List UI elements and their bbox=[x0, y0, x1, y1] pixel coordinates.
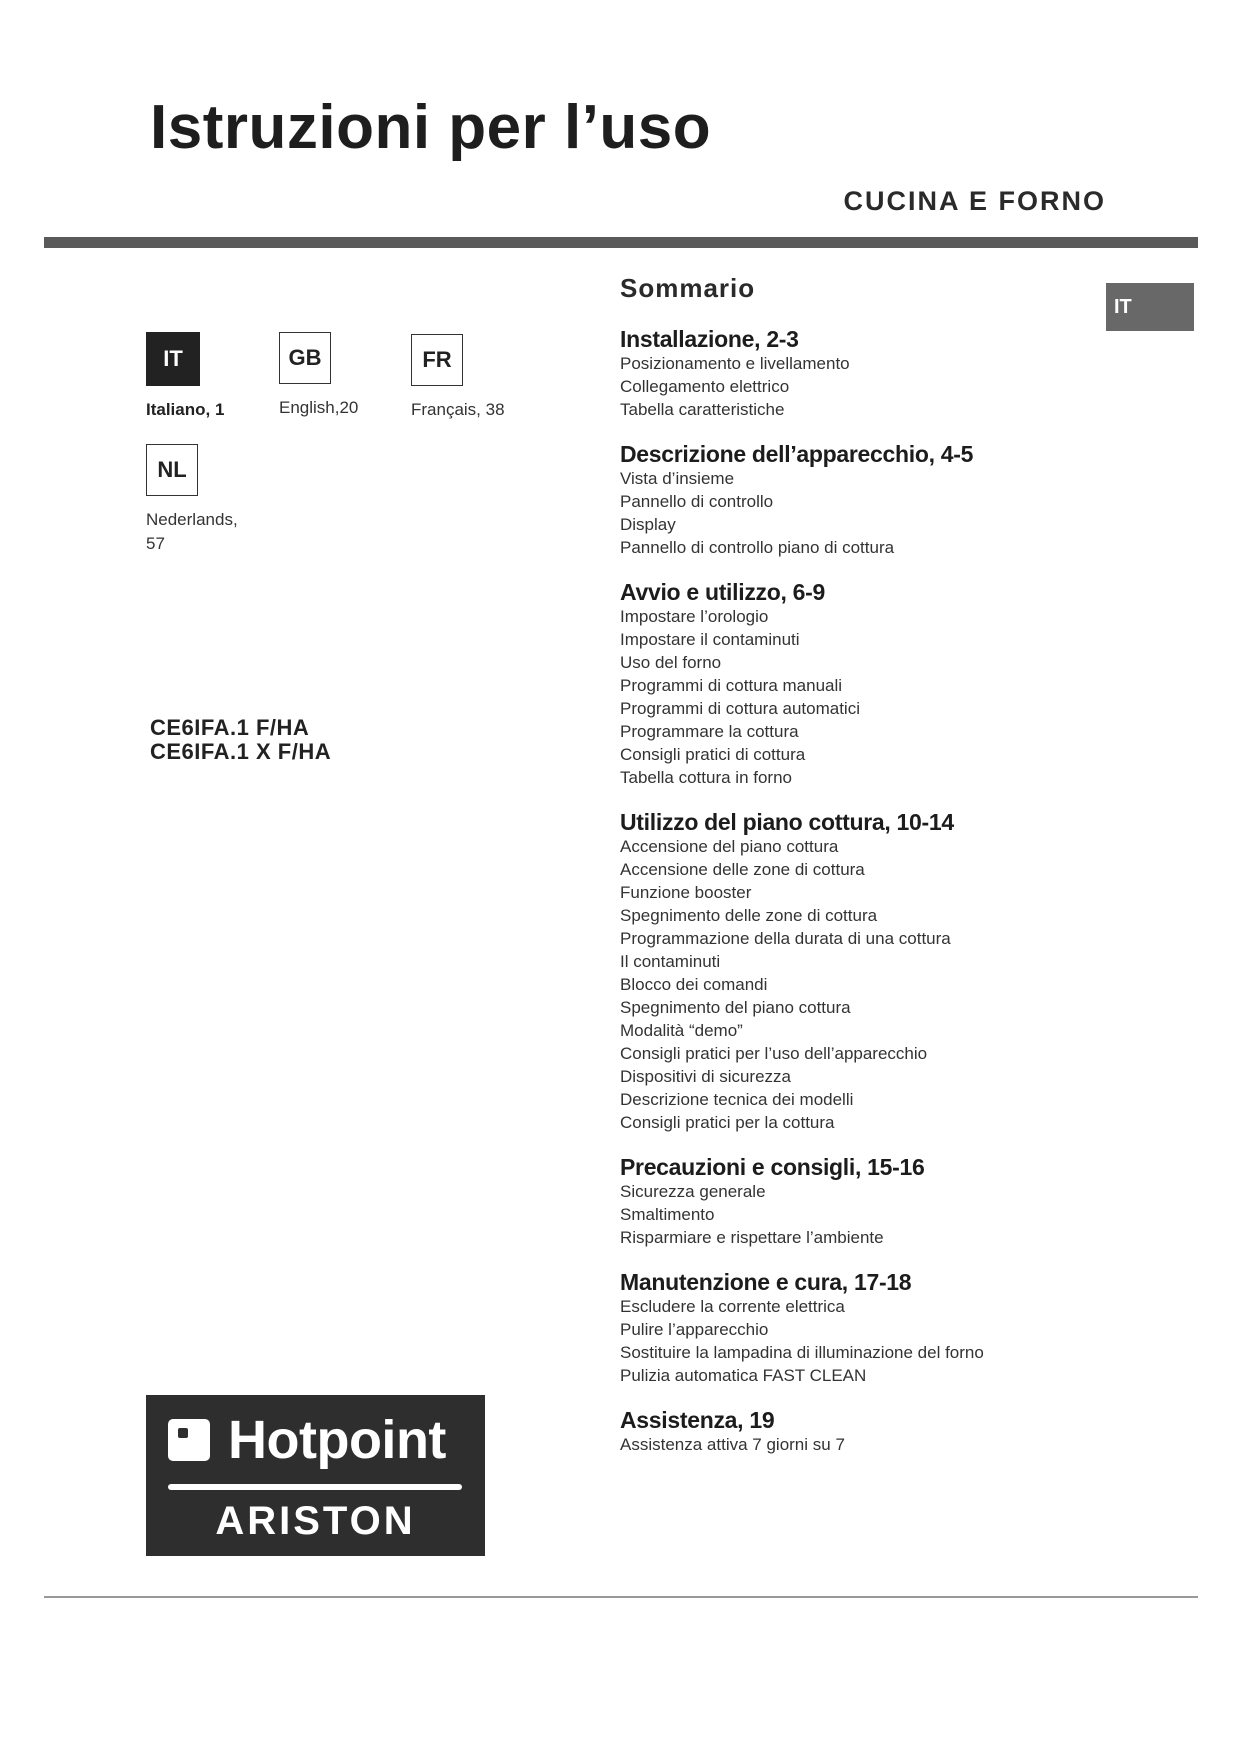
toc-section-title: Installazione, 2-3 bbox=[620, 326, 799, 352]
toc-item: Programmi di cottura automatici bbox=[620, 699, 860, 718]
toc-item: Pulizia automatica FAST CLEAN bbox=[620, 1366, 867, 1385]
toc-item: Sicurezza generale bbox=[620, 1182, 766, 1201]
toc-item: Spegnimento del piano cottura bbox=[620, 998, 851, 1017]
toc-section-title: Utilizzo del piano cottura, 10-14 bbox=[620, 809, 954, 835]
toc-item: Spegnimento delle zone di cottura bbox=[620, 906, 878, 925]
table-of-contents bbox=[620, 273, 1090, 1476]
hotpoint-ariston-logo bbox=[146, 1395, 485, 1556]
toc-section-title: Precauzioni e consigli, 15-16 bbox=[620, 1154, 925, 1180]
logo-divider bbox=[168, 1484, 462, 1490]
language-box-fr: FR bbox=[411, 334, 463, 386]
toc-section-title: Descrizione dell’apparecchio, 4-5 bbox=[620, 441, 974, 467]
toc-item: Escludere la corrente elettrica bbox=[620, 1297, 845, 1316]
toc-item: Programmare la cottura bbox=[620, 722, 799, 741]
language-fr bbox=[411, 334, 505, 422]
toc-section bbox=[620, 1407, 1090, 1456]
toc-item: Dispositivi di sicurezza bbox=[620, 1067, 791, 1086]
language-label-nl-line2: 57 bbox=[146, 534, 165, 553]
model-list bbox=[150, 716, 331, 764]
toc-item: Tabella caratteristiche bbox=[620, 400, 785, 419]
toc-section bbox=[620, 1269, 1090, 1387]
toc-section-title: Assistenza, 19 bbox=[620, 1407, 775, 1433]
toc-item: Assistenza attiva 7 giorni su 7 bbox=[620, 1435, 845, 1454]
document-subtitle: CUCINA E FORNO bbox=[843, 186, 1106, 216]
toc-item: Programmi di cottura manuali bbox=[620, 676, 843, 695]
language-it bbox=[146, 332, 224, 422]
toc-item: Uso del forno bbox=[620, 653, 722, 672]
toc-section-title: Avvio e utilizzo, 6-9 bbox=[620, 579, 826, 605]
language-label-nl-line1: Nederlands, bbox=[146, 510, 238, 529]
language-label-fr: Français, 38 bbox=[411, 400, 505, 419]
language-box-nl: NL bbox=[146, 444, 198, 496]
toc-item-list bbox=[620, 1433, 1090, 1456]
toc-item: Collegamento elettrico bbox=[620, 377, 790, 396]
toc-item: Pulire l’apparecchio bbox=[620, 1320, 769, 1339]
toc-item: Consigli pratici per l’uso dell’apparecchio bbox=[620, 1044, 928, 1063]
toc-item-list bbox=[620, 605, 1090, 789]
toc-item: Pannello di controllo bbox=[620, 492, 774, 511]
toc-item: Consigli pratici di cottura bbox=[620, 745, 806, 764]
language-box-gb: GB bbox=[279, 332, 331, 384]
language-tab-it: IT bbox=[1106, 283, 1194, 331]
toc-item: Blocco dei comandi bbox=[620, 975, 768, 994]
toc-item: Accensione del piano cottura bbox=[620, 837, 839, 856]
language-nl bbox=[146, 444, 238, 556]
toc-item: Pannello di controllo piano di cottura bbox=[620, 538, 895, 557]
toc-item: Impostare il contaminuti bbox=[620, 630, 800, 649]
toc-item-list bbox=[620, 467, 1090, 559]
logo-brand: Hotpoint bbox=[228, 1410, 446, 1470]
toc-section bbox=[620, 809, 1090, 1134]
language-label-it: Italiano, 1 bbox=[146, 400, 225, 419]
toc-item: Impostare l’orologio bbox=[620, 607, 769, 626]
top-divider bbox=[44, 237, 1198, 248]
toc-item: Funzione booster bbox=[620, 883, 752, 902]
toc-section bbox=[620, 1154, 1090, 1249]
toc-item: Posizionamento e livellamento bbox=[620, 354, 850, 373]
toc-section bbox=[620, 579, 1090, 789]
toc-item: Modalità “demo” bbox=[620, 1021, 743, 1040]
language-label-nl bbox=[146, 508, 238, 556]
toc-section bbox=[620, 326, 1090, 421]
toc-item: Il contaminuti bbox=[620, 952, 721, 971]
toc-heading: Sommario bbox=[620, 273, 756, 303]
toc-item: Smaltimento bbox=[620, 1205, 715, 1224]
logo-subbrand: ARISTON bbox=[215, 1499, 416, 1543]
toc-item-list bbox=[620, 352, 1090, 421]
language-box-it: IT bbox=[146, 332, 200, 386]
language-gb bbox=[279, 332, 358, 420]
language-label-gb: English,20 bbox=[279, 398, 359, 417]
document-title: Istruzioni per l’uso bbox=[150, 93, 712, 162]
toc-item: Risparmiare e rispettare l’ambiente bbox=[620, 1228, 884, 1247]
toc-item: Tabella cottura in forno bbox=[620, 768, 792, 787]
toc-section bbox=[620, 441, 1090, 559]
toc-item: Display bbox=[620, 515, 676, 534]
toc-item-list bbox=[620, 1180, 1090, 1249]
toc-item: Accensione delle zone di cottura bbox=[620, 860, 865, 879]
toc-item: Consigli pratici per la cottura bbox=[620, 1113, 835, 1132]
model-name: CE6IFA.1 F/HA bbox=[150, 715, 310, 740]
logo-mark-icon bbox=[168, 1419, 210, 1461]
toc-item-list bbox=[620, 1295, 1090, 1387]
toc-item: Vista d’insieme bbox=[620, 469, 735, 488]
bottom-divider bbox=[44, 1596, 1198, 1598]
toc-item-list bbox=[620, 835, 1090, 1134]
model-name: CE6IFA.1 X F/HA bbox=[150, 739, 332, 764]
toc-item: Descrizione tecnica dei modelli bbox=[620, 1090, 854, 1109]
toc-section-title: Manutenzione e cura, 17-18 bbox=[620, 1269, 912, 1295]
toc-item: Sostituire la lampadina di illuminazione del forno bbox=[620, 1343, 984, 1362]
toc-item: Programmazione della durata di una cottura bbox=[620, 929, 951, 948]
toc-sections bbox=[620, 326, 1090, 1456]
